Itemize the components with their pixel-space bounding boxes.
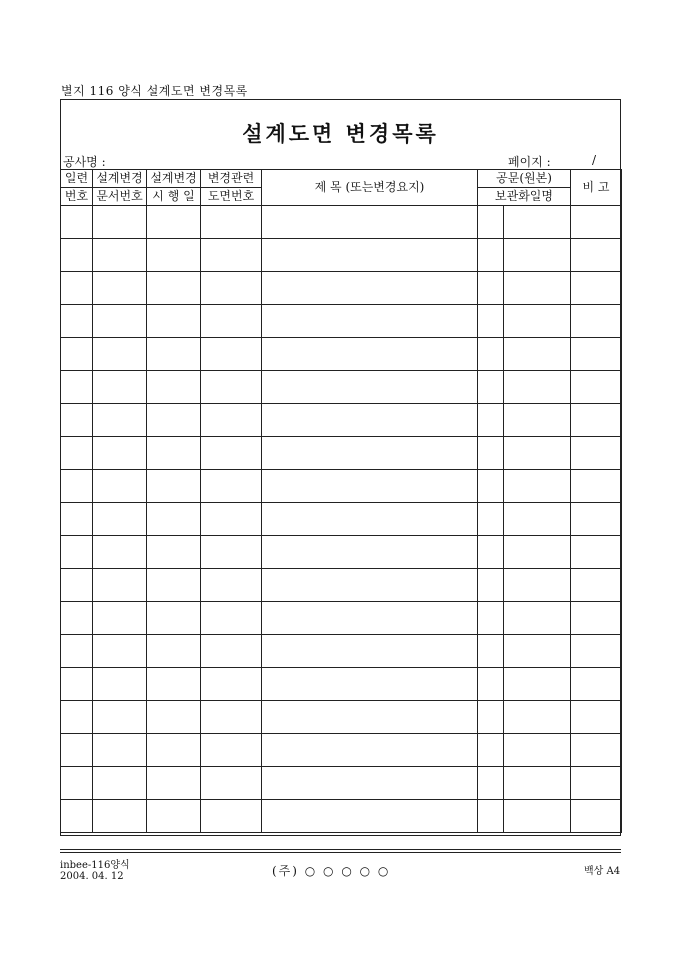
- table-row: [61, 371, 622, 404]
- cell-remarks[interactable]: [571, 635, 622, 668]
- cell-remarks[interactable]: [571, 503, 622, 536]
- cell-subject[interactable]: [262, 371, 478, 404]
- cell-date[interactable]: [147, 437, 201, 470]
- cell-doc-number[interactable]: [93, 602, 147, 635]
- cell-remarks[interactable]: [571, 734, 622, 767]
- cell-file-b[interactable]: [504, 206, 571, 239]
- table-row: [61, 602, 622, 635]
- cell-date[interactable]: [147, 503, 201, 536]
- header-file-name-line2: 보관화일명: [478, 188, 571, 206]
- table-row: [61, 701, 622, 734]
- cell-file-a[interactable]: [478, 668, 504, 701]
- cell-file-a[interactable]: [478, 503, 504, 536]
- cell-file-b[interactable]: [504, 668, 571, 701]
- table-row: [61, 437, 622, 470]
- cell-doc-number[interactable]: [93, 305, 147, 338]
- footer-paper-size: 백상 A4: [584, 866, 621, 877]
- table-row: [61, 404, 622, 437]
- cell-date[interactable]: [147, 305, 201, 338]
- cell-file-b[interactable]: [504, 371, 571, 404]
- cell-file-a[interactable]: [478, 206, 504, 239]
- footer-company: (주) ○ ○ ○ ○ ○: [272, 864, 391, 878]
- cell-drawing[interactable]: [201, 569, 262, 602]
- cell-file-a[interactable]: [478, 569, 504, 602]
- header-change-doc-number-line2: 문서번호: [93, 188, 147, 206]
- table-row: [61, 668, 622, 701]
- cell-file-b[interactable]: [504, 569, 571, 602]
- cell-file-b[interactable]: [504, 239, 571, 272]
- cell-serial[interactable]: [61, 635, 93, 668]
- cell-subject[interactable]: [262, 338, 478, 371]
- cell-file-b[interactable]: [504, 701, 571, 734]
- cell-file-a[interactable]: [478, 371, 504, 404]
- header-serial-number: 일련: [61, 170, 93, 188]
- cell-date[interactable]: [147, 371, 201, 404]
- cell-remarks[interactable]: [571, 602, 622, 635]
- cell-file-b[interactable]: [504, 503, 571, 536]
- cell-doc-number[interactable]: [93, 701, 147, 734]
- cell-doc-number[interactable]: [93, 668, 147, 701]
- cell-file-b[interactable]: [504, 800, 571, 833]
- cell-file-b[interactable]: [504, 305, 571, 338]
- cell-doc-number[interactable]: [93, 239, 147, 272]
- cell-serial[interactable]: [61, 338, 93, 371]
- table-row: [61, 305, 622, 338]
- cell-serial[interactable]: [61, 701, 93, 734]
- cell-subject[interactable]: [262, 536, 478, 569]
- form-frame: [60, 99, 621, 836]
- cell-remarks[interactable]: [571, 569, 622, 602]
- cell-subject[interactable]: [262, 437, 478, 470]
- cell-file-a[interactable]: [478, 272, 504, 305]
- cell-doc-number[interactable]: [93, 437, 147, 470]
- cell-serial[interactable]: [61, 734, 93, 767]
- cell-drawing[interactable]: [201, 239, 262, 272]
- table-row: [61, 338, 622, 371]
- cell-file-a[interactable]: [478, 800, 504, 833]
- project-name-label: 공사명 :: [63, 155, 106, 169]
- cell-doc-number[interactable]: [93, 569, 147, 602]
- cell-serial[interactable]: [61, 602, 93, 635]
- header-change-date: 설계변경: [147, 170, 201, 188]
- cell-remarks[interactable]: [571, 404, 622, 437]
- cell-serial[interactable]: [61, 569, 93, 602]
- cell-file-b[interactable]: [504, 536, 571, 569]
- page-number-label: 페이지 :: [508, 155, 551, 169]
- cell-file-b[interactable]: [504, 272, 571, 305]
- cell-remarks[interactable]: [571, 800, 622, 833]
- cell-serial[interactable]: [61, 239, 93, 272]
- table-row: [61, 272, 622, 305]
- cell-remarks[interactable]: [571, 536, 622, 569]
- cell-subject[interactable]: [262, 305, 478, 338]
- cell-serial[interactable]: [61, 437, 93, 470]
- cell-drawing[interactable]: [201, 206, 262, 239]
- cell-serial[interactable]: [61, 668, 93, 701]
- cell-remarks[interactable]: [571, 767, 622, 800]
- cell-date[interactable]: [147, 404, 201, 437]
- footer-date: 2004. 04. 12: [60, 871, 124, 882]
- footer-rule: [60, 849, 621, 850]
- cell-subject[interactable]: [262, 635, 478, 668]
- cell-date[interactable]: [147, 602, 201, 635]
- cell-file-b[interactable]: [504, 338, 571, 371]
- cell-drawing[interactable]: [201, 668, 262, 701]
- cell-date[interactable]: [147, 668, 201, 701]
- cell-date[interactable]: [147, 470, 201, 503]
- cell-file-a[interactable]: [478, 635, 504, 668]
- cell-doc-number[interactable]: [93, 734, 147, 767]
- header-drawing-number-line2: 도면번호: [201, 188, 262, 206]
- footer-form-code: inbee-116양식: [60, 860, 130, 871]
- header-drawing-number: 변경관련: [201, 170, 262, 188]
- cell-doc-number[interactable]: [93, 470, 147, 503]
- header-subject: 제 목 (또는변경요지): [262, 170, 478, 206]
- cell-doc-number[interactable]: [93, 371, 147, 404]
- cell-serial[interactable]: [61, 503, 93, 536]
- cell-drawing[interactable]: [201, 800, 262, 833]
- cell-serial[interactable]: [61, 536, 93, 569]
- cell-subject[interactable]: [262, 701, 478, 734]
- cell-doc-number[interactable]: [93, 338, 147, 371]
- cell-remarks[interactable]: [571, 668, 622, 701]
- cell-remarks[interactable]: [571, 371, 622, 404]
- cell-file-a[interactable]: [478, 734, 504, 767]
- footer-rule: [60, 852, 621, 853]
- cell-file-a[interactable]: [478, 404, 504, 437]
- cell-file-a[interactable]: [478, 602, 504, 635]
- table-row: [61, 536, 622, 569]
- cell-drawing[interactable]: [201, 635, 262, 668]
- table-row: [61, 635, 622, 668]
- table-row: [61, 470, 622, 503]
- table-row: [61, 734, 622, 767]
- cell-subject[interactable]: [262, 569, 478, 602]
- cell-remarks[interactable]: [571, 437, 622, 470]
- cell-date[interactable]: [147, 767, 201, 800]
- cell-remarks[interactable]: [571, 470, 622, 503]
- cell-drawing[interactable]: [201, 503, 262, 536]
- cell-date[interactable]: [147, 635, 201, 668]
- cell-drawing[interactable]: [201, 338, 262, 371]
- table-row: [61, 503, 622, 536]
- cell-drawing[interactable]: [201, 305, 262, 338]
- table-row: [61, 767, 622, 800]
- cell-doc-number[interactable]: [93, 635, 147, 668]
- cell-subject[interactable]: [262, 734, 478, 767]
- cell-date[interactable]: [147, 272, 201, 305]
- cell-doc-number[interactable]: [93, 767, 147, 800]
- header-change-doc-number: 설계변경: [93, 170, 147, 188]
- cell-doc-number[interactable]: [93, 800, 147, 833]
- cell-date[interactable]: [147, 536, 201, 569]
- cell-subject[interactable]: [262, 668, 478, 701]
- cell-serial[interactable]: [61, 272, 93, 305]
- cell-date[interactable]: [147, 800, 201, 833]
- cell-remarks[interactable]: [571, 272, 622, 305]
- cell-drawing[interactable]: [201, 602, 262, 635]
- header-file-name: 공문(원본): [478, 170, 571, 188]
- cell-subject[interactable]: [262, 404, 478, 437]
- table-row: [61, 569, 622, 602]
- cell-file-b[interactable]: [504, 404, 571, 437]
- cell-date[interactable]: [147, 734, 201, 767]
- cell-date[interactable]: [147, 569, 201, 602]
- cell-drawing[interactable]: [201, 734, 262, 767]
- cell-drawing[interactable]: [201, 536, 262, 569]
- header-remarks: 비 고: [571, 170, 622, 206]
- cell-serial[interactable]: [61, 800, 93, 833]
- cell-file-a[interactable]: [478, 437, 504, 470]
- header-change-date-line2: 시 행 일: [147, 188, 201, 206]
- cell-serial[interactable]: [61, 470, 93, 503]
- cell-serial[interactable]: [61, 206, 93, 239]
- cell-subject[interactable]: [262, 470, 478, 503]
- cell-file-a[interactable]: [478, 536, 504, 569]
- change-list-table: [60, 169, 622, 833]
- cell-remarks[interactable]: [571, 338, 622, 371]
- document-title: 설계도면 변경목록: [242, 121, 439, 146]
- cell-doc-number[interactable]: [93, 206, 147, 239]
- cell-doc-number[interactable]: [93, 536, 147, 569]
- cell-subject[interactable]: [262, 767, 478, 800]
- cell-file-a[interactable]: [478, 305, 504, 338]
- cell-remarks[interactable]: [571, 239, 622, 272]
- cell-date[interactable]: [147, 701, 201, 734]
- cell-file-a[interactable]: [478, 470, 504, 503]
- cell-doc-number[interactable]: [93, 404, 147, 437]
- cell-subject[interactable]: [262, 272, 478, 305]
- page-number-slash: /: [592, 153, 597, 167]
- table-row: [61, 206, 622, 239]
- cell-drawing[interactable]: [201, 272, 262, 305]
- cell-subject[interactable]: [262, 239, 478, 272]
- cell-file-b[interactable]: [504, 437, 571, 470]
- cell-file-a[interactable]: [478, 338, 504, 371]
- cell-file-b[interactable]: [504, 470, 571, 503]
- cell-file-b[interactable]: [504, 635, 571, 668]
- cell-file-b[interactable]: [504, 734, 571, 767]
- cell-date[interactable]: [147, 239, 201, 272]
- cell-drawing[interactable]: [201, 767, 262, 800]
- cell-serial[interactable]: [61, 404, 93, 437]
- cell-subject[interactable]: [262, 602, 478, 635]
- cell-subject[interactable]: [262, 503, 478, 536]
- cell-file-b[interactable]: [504, 767, 571, 800]
- cell-subject[interactable]: [262, 800, 478, 833]
- cell-doc-number[interactable]: [93, 503, 147, 536]
- cell-remarks[interactable]: [571, 206, 622, 239]
- cell-drawing[interactable]: [201, 371, 262, 404]
- cell-file-a[interactable]: [478, 701, 504, 734]
- cell-remarks[interactable]: [571, 701, 622, 734]
- cell-date[interactable]: [147, 338, 201, 371]
- cell-drawing[interactable]: [201, 470, 262, 503]
- cell-serial[interactable]: [61, 371, 93, 404]
- cell-file-a[interactable]: [478, 239, 504, 272]
- cell-drawing[interactable]: [201, 404, 262, 437]
- table-row: [61, 239, 622, 272]
- cell-date[interactable]: [147, 206, 201, 239]
- cell-file-a[interactable]: [478, 767, 504, 800]
- header-serial-number-line2: 번호: [61, 188, 93, 206]
- cell-drawing[interactable]: [201, 437, 262, 470]
- cell-remarks[interactable]: [571, 305, 622, 338]
- cell-drawing[interactable]: [201, 701, 262, 734]
- cell-serial[interactable]: [61, 767, 93, 800]
- cell-doc-number[interactable]: [93, 272, 147, 305]
- form-caption: 별지 116 양식 설계도면 변경목록: [61, 84, 248, 98]
- table-row: [61, 800, 622, 833]
- cell-file-b[interactable]: [504, 602, 571, 635]
- cell-subject[interactable]: [262, 206, 478, 239]
- cell-serial[interactable]: [61, 305, 93, 338]
